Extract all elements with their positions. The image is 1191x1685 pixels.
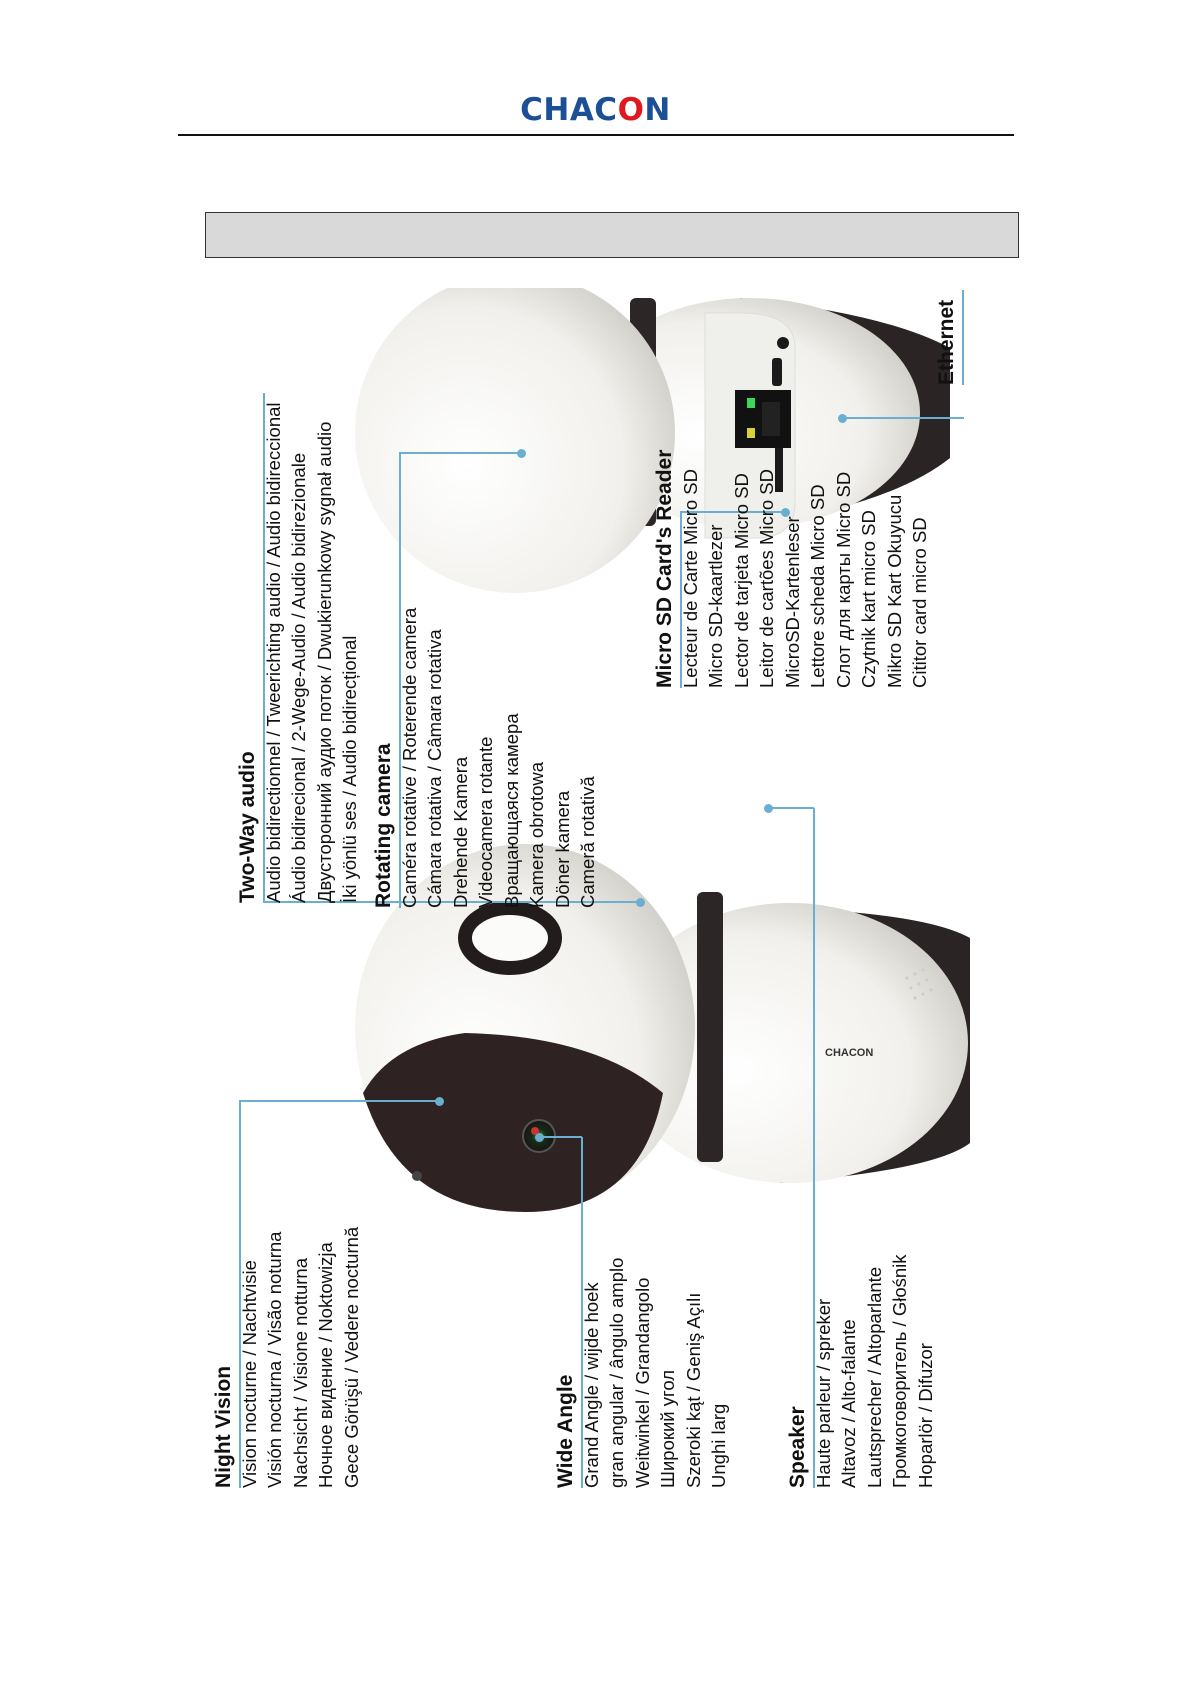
- two-way-audio-block: [235, 402, 363, 903]
- speaker-title: Speaker: [786, 1406, 809, 1488]
- night-vision-block: [211, 1227, 364, 1488]
- micro-sd-line: Lettore scheda Micro SD: [807, 484, 828, 688]
- two-way-audio-line: Audio bidirectionnel / Tweerichting audio / Audio bidireccional: [262, 402, 284, 903]
- ethernet-block: [934, 300, 960, 385]
- ethernet-title: Ethernet: [935, 299, 958, 385]
- micro-sd-title: Micro SD Card's Reader: [653, 449, 676, 688]
- wide-angle-leader-v: [539, 1136, 582, 1138]
- rotating-camera-block: [371, 608, 601, 908]
- ethernet-leader-h: [962, 290, 964, 385]
- speaker-block: [785, 1254, 938, 1488]
- rotating-camera-title: Rotating camera: [372, 743, 395, 908]
- rotating-camera-line: Kamera obrotowa: [526, 761, 547, 908]
- night-vision-leader-v: [239, 1100, 439, 1102]
- rotating-camera-line: Cámara rotativa / Câmara rotativa: [424, 629, 445, 908]
- night-vision-line: Ночное видение / Noktowizja: [315, 1242, 336, 1488]
- header-rule: [178, 134, 1014, 136]
- micro-sd-line: Micro SD-kaartlezer: [705, 524, 726, 688]
- speaker-line: Hoparlör / Difuzor: [914, 1343, 936, 1488]
- section-heading-bar: [205, 212, 1019, 258]
- micro-sd-line: Lector de tarjeta Micro SD: [730, 473, 752, 688]
- speaker-leader-v: [768, 807, 814, 809]
- two-way-audio-title: Two-Way audio: [236, 751, 259, 903]
- wide-angle-line: Weitwinkel / Grandangolo: [631, 1277, 653, 1488]
- two-way-audio-line: İki yönlü ses / Audio bidirecțional: [339, 635, 360, 903]
- night-vision-line: Gece Görüşü / Vedere nocturnă: [340, 1226, 362, 1488]
- micro-sd-block: [652, 450, 933, 688]
- micro-sd-line: Lecteur de Carte Micro SD: [679, 468, 701, 688]
- svg-text:CHACON: CHACON: [825, 1047, 874, 1059]
- micro-sd-line: Czytnik kart micro SD: [858, 510, 879, 688]
- night-vision-line: Vision nocturne / Nachtvisie: [238, 1260, 260, 1488]
- wide-angle-line: Grand Angle / wijde hoek: [580, 1282, 602, 1488]
- chacon-logo: CHACON: [520, 92, 671, 128]
- micro-sd-line: Слот для карты Micro SD: [832, 471, 854, 688]
- speaker-line: Haute parleur / spreker: [812, 1298, 834, 1488]
- night-vision-line: Visión nocturna / Visão noturna: [264, 1231, 285, 1488]
- wide-angle-title: Wide Angle: [554, 1374, 577, 1488]
- wide-angle-line: gran angular / ângulo amplo: [606, 1257, 627, 1488]
- speaker-line: Altavoz / Alto-falante: [838, 1319, 859, 1488]
- night-vision-line: Nachsicht / Visione notturna: [289, 1257, 311, 1488]
- rotating-leader-v: [399, 452, 521, 454]
- speaker-line: Lautsprecher / Altoparlante: [863, 1266, 885, 1488]
- wide-angle-line: Unghi larg: [708, 1403, 729, 1488]
- micro-sd-line: MicroSD-Kartenleser: [781, 516, 803, 688]
- two-way-audio-line: Двусторонний аудио поток / Dwukierunkowy sygnał audio: [313, 421, 335, 903]
- rotating-camera-line: Cameră rotativă: [577, 776, 598, 908]
- rotating-camera-line: Drehende Kamera: [449, 756, 471, 908]
- rotating-camera-line: Caméra rotative / Roterende camera: [398, 607, 420, 908]
- micro-sd-line: Mikro SD Kart Okuyucu: [883, 494, 905, 688]
- rotating-camera-line: Вращающаяся камера: [500, 713, 522, 908]
- product-overview: [212, 288, 970, 1488]
- rotating-camera-line: Döner kamera: [551, 790, 573, 908]
- speaker-line: Громкоговоритель / Głośnik: [889, 1254, 910, 1488]
- night-vision-title: Night Vision: [212, 1365, 235, 1488]
- micro-sd-line: Leitor de cartões Micro SD: [756, 468, 777, 688]
- two-way-audio-line: Áudio bidirecional / 2-Wege-Audio / Audio bidirezionale: [288, 452, 309, 903]
- wide-angle-line: Широкий угол: [657, 1369, 678, 1488]
- rotating-camera-line: Videocamera rotante: [475, 736, 496, 908]
- wide-angle-block: [553, 1258, 732, 1488]
- ethernet-leader-v: [842, 417, 964, 419]
- micro-sd-line: Cititor card micro SD: [909, 517, 930, 688]
- wide-angle-line: Szeroki kąt / Geniş Açılı: [682, 1292, 704, 1488]
